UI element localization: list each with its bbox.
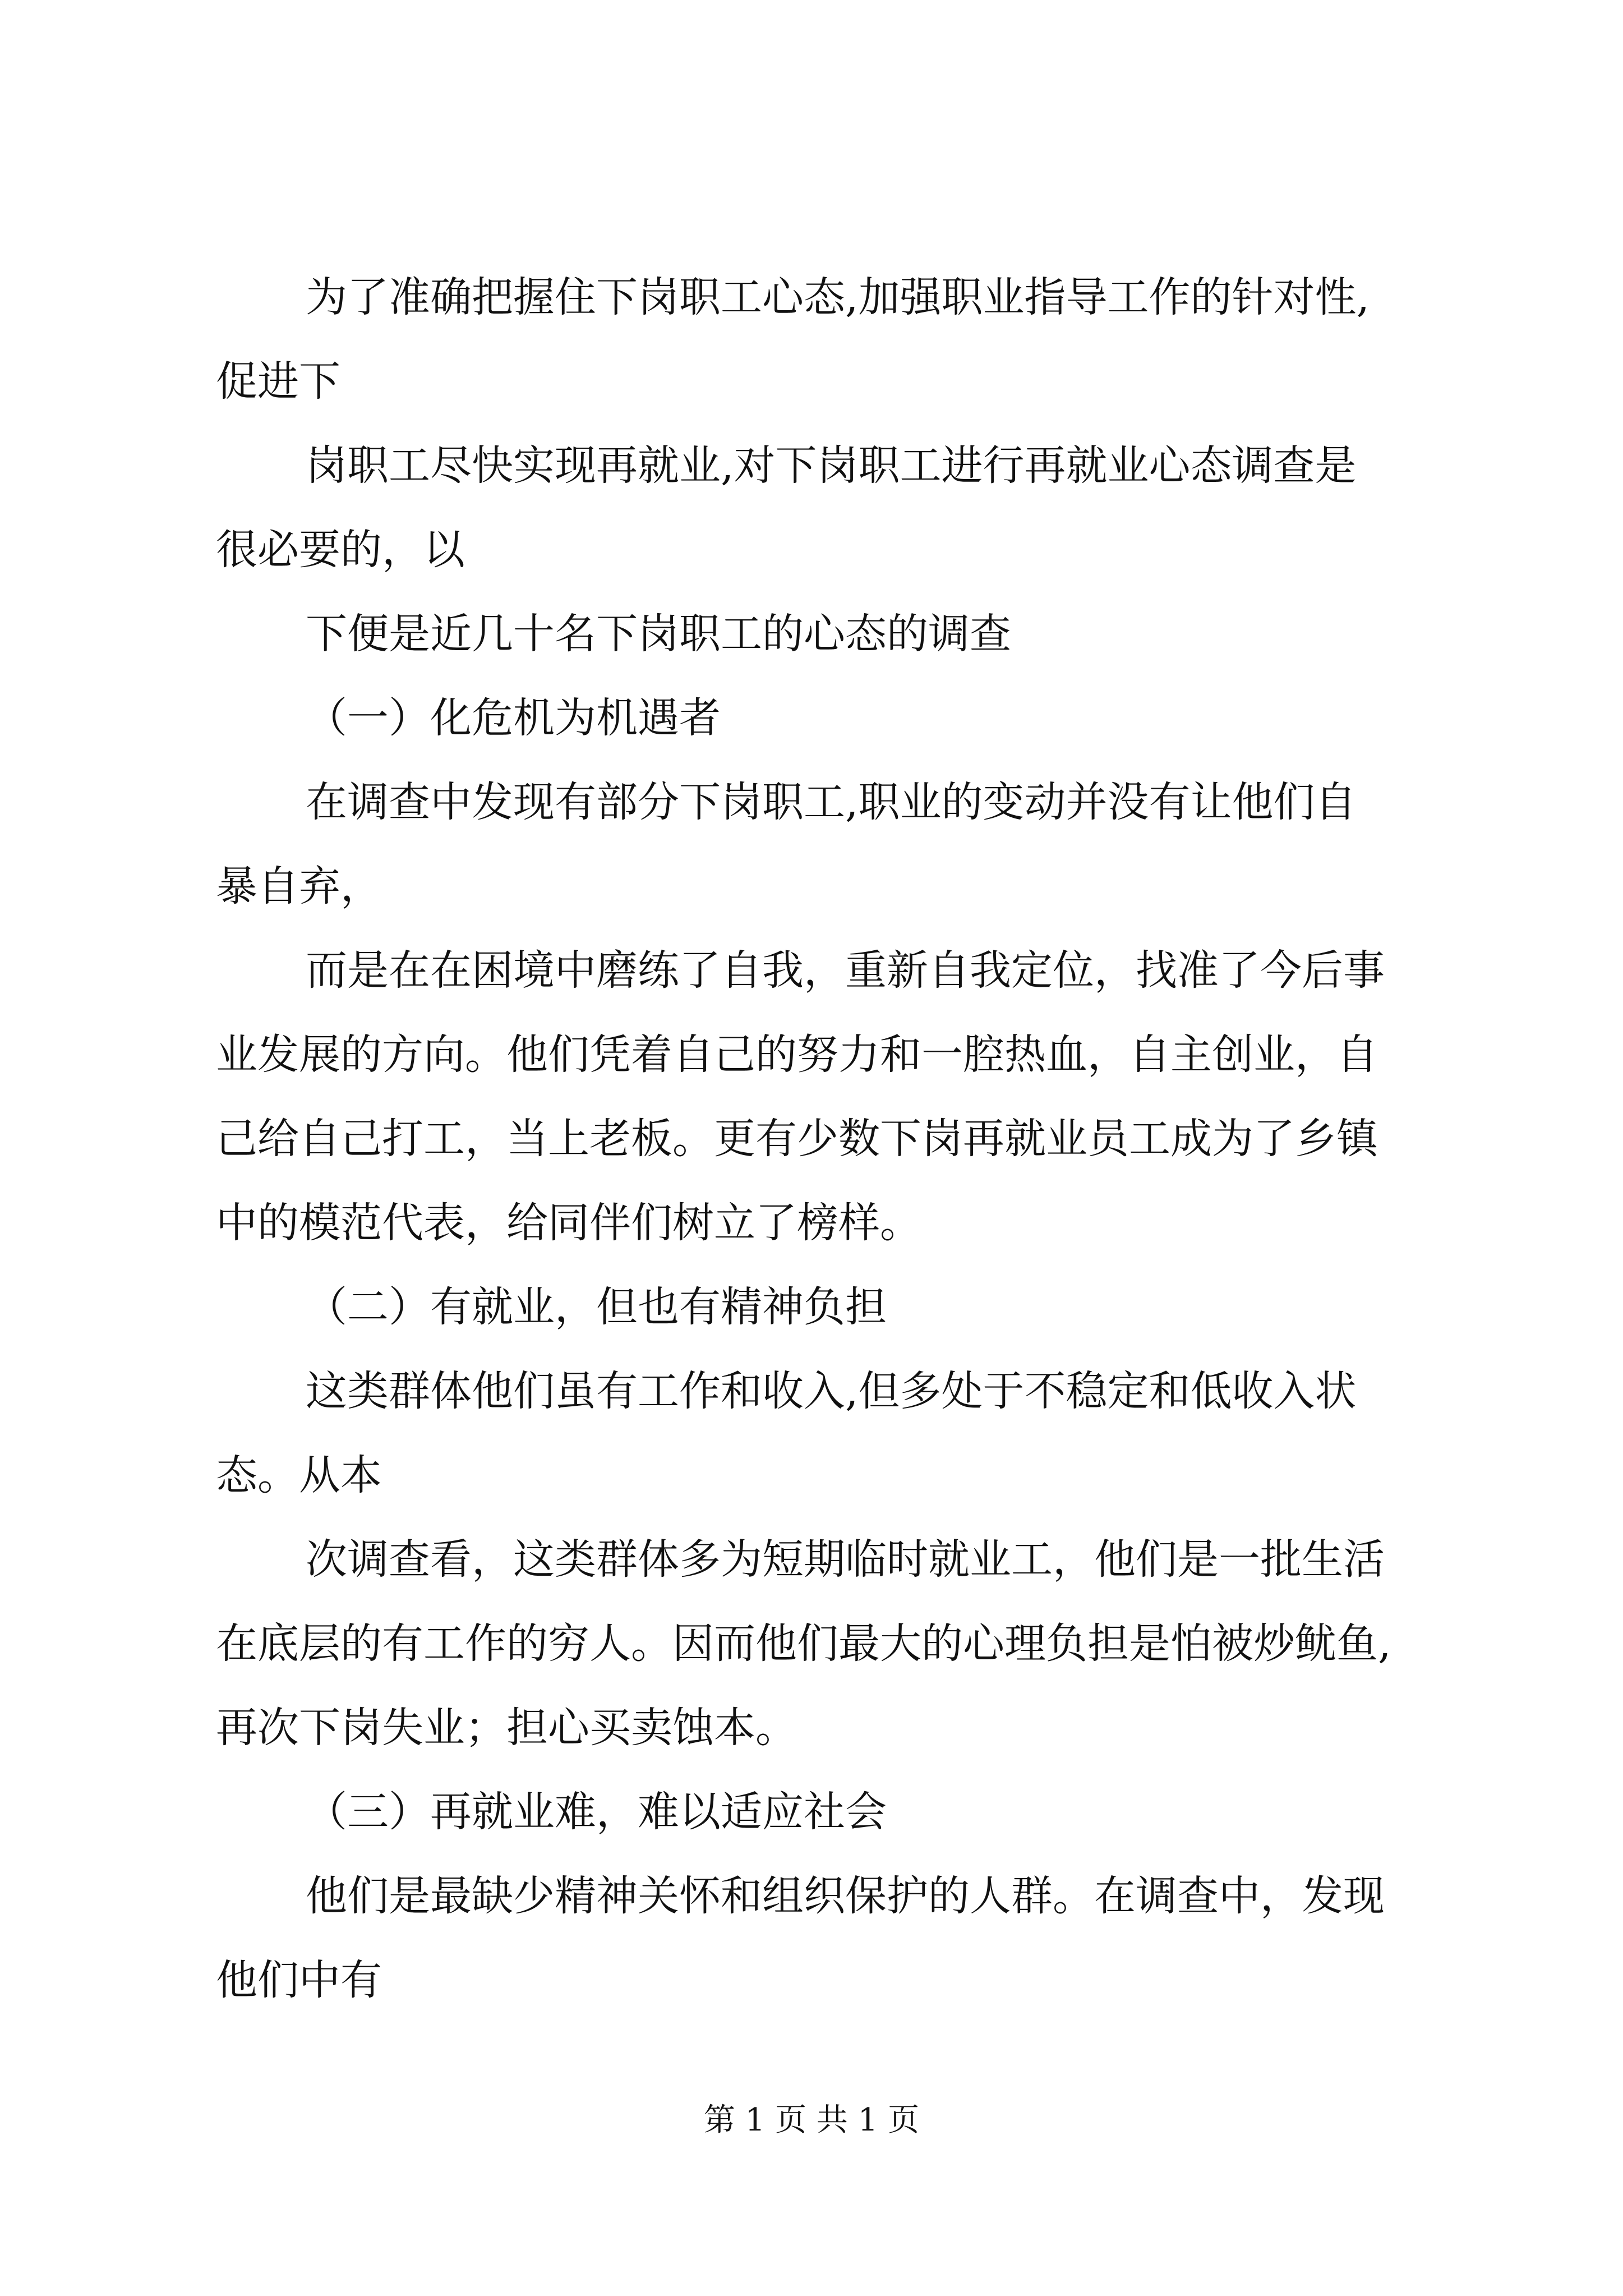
section-heading-2: （二）有就业，但也有精神负担 xyxy=(306,1283,887,1331)
text-line: 促进下 xyxy=(216,357,340,406)
text-line: 下便是近几十名下岗职工的心态的调查 xyxy=(306,610,1011,658)
text-line: 为了准确把握住下岗职工心态,加强职业指导工作的针对性, xyxy=(306,273,1370,321)
text-line: 他们中有 xyxy=(216,1956,382,2004)
text-line: 态。从本 xyxy=(216,1451,382,1499)
page-footer: 第 1 页 共 1 页 xyxy=(703,2102,920,2138)
text-line: 暴自弃， xyxy=(216,862,382,910)
text-line: 而是在在困境中磨练了自我，重新自我定位，找准了今后事 xyxy=(306,946,1385,995)
text-line: 很必要的，以 xyxy=(216,526,465,574)
body-text xyxy=(216,255,1422,2022)
text-line: 业发展的方向。他们凭着自己的努力和一腔热血，自主创业，自 xyxy=(216,1030,1378,1079)
text-line: 中的模范代表，给同伴们树立了榜样。 xyxy=(216,1199,921,1247)
text-line: 他们是最缺少精神关怀和组织保护的人群。在调查中，发现 xyxy=(306,1872,1385,1920)
text-line: 次调查看，这类群体多为短期临时就业工，他们是一批生活 xyxy=(306,1535,1385,1584)
section-heading-3: （三）再就业难，难以适应社会 xyxy=(306,1788,887,1836)
text-line: 再次下岗失业；担心买卖蚀本。 xyxy=(216,1704,797,1752)
text-line: 这类群体他们虽有工作和收入,但多处于不稳定和低收入状 xyxy=(306,1367,1357,1415)
text-line: 岗职工尽快实现再就业,对下岗职工进行再就业心态调查是 xyxy=(306,441,1357,490)
text-line: 在底层的有工作的穷人。因而他们最大的心理负担是怕被炒鱿鱼, xyxy=(216,1619,1391,1668)
section-heading-1: （一）化危机为机遇者 xyxy=(306,694,721,742)
text-line: 在调查中发现有部分下岗职工,职业的变动并没有让他们自 xyxy=(306,778,1357,826)
text-line: 己给自己打工，当上老板。更有少数下岗再就业员工成为了乡镇 xyxy=(216,1115,1378,1163)
